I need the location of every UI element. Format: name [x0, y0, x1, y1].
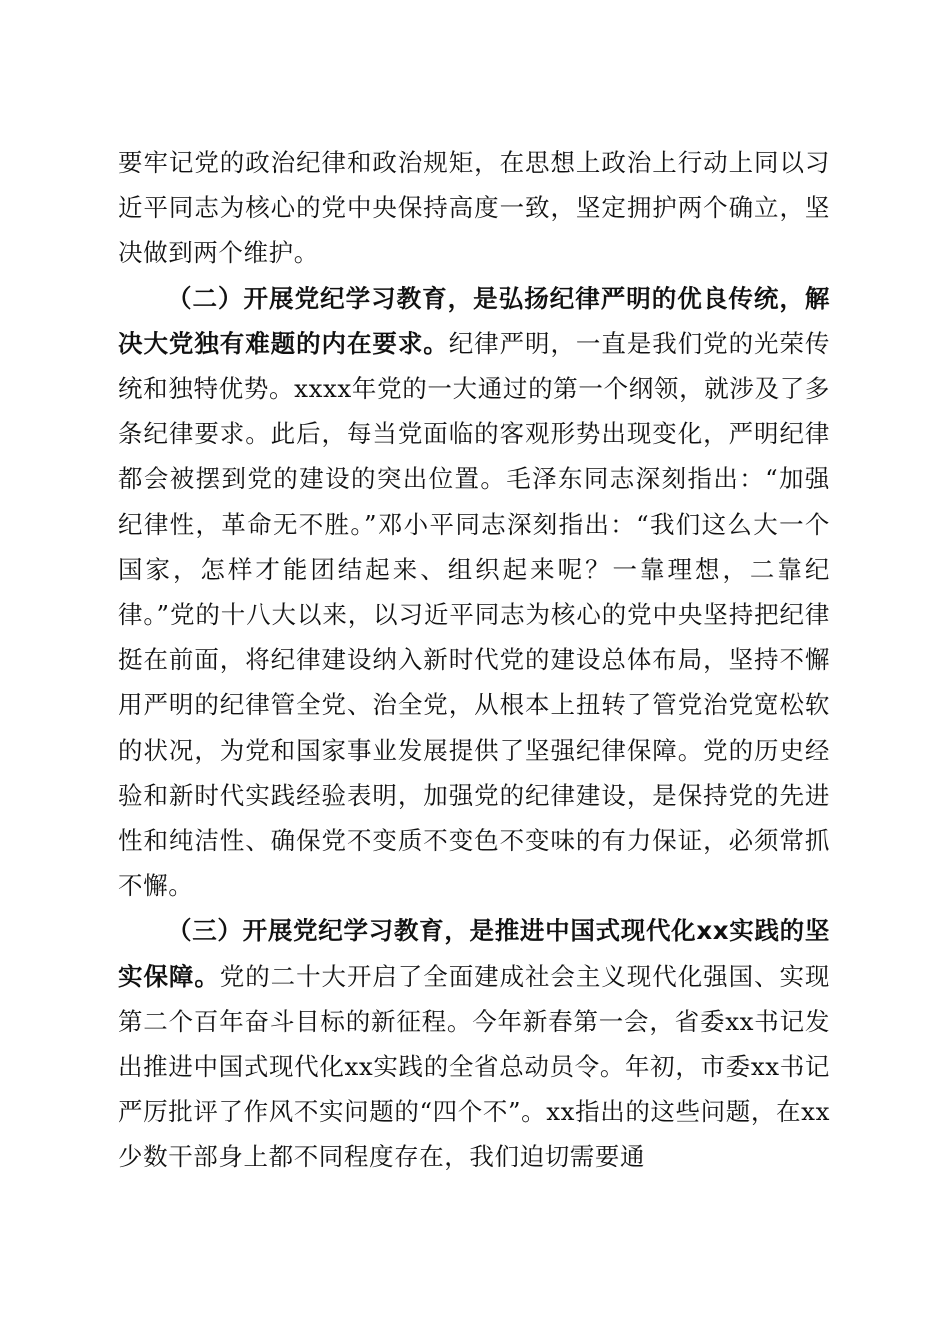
paragraph-3	[118, 908, 830, 1179]
paragraph-3-heading: （三）开展党纪学习教育，是推进中国式现代化xx实践的坚实保障。	[118, 916, 830, 991]
paragraph-1	[118, 140, 830, 276]
paragraph-2	[118, 276, 830, 909]
paragraph-2-text: 纪律严明，一直是我们党的光荣传统和独特优势。xxxx年党的一大通过的第一个纲领，就涉及了多条纪律要求。此后，每当党面临的客观形势出现变化，严明纪律都会被摆到党的建设的突出位置。毛泽东同志深刻指出：“加强纪律性，革命无不胜。”邓小平同志深刻指出：“我们这么大一个国家，怎样才能团结起来、组织起来呢？一靠理想，二靠纪律。”党的十八大以来，以习近平同志为核心的党中央坚持把纪律挺在前面，将纪律建设纳入新时代党的建设总体布局，坚持不懈用严明的纪律管全党、治全党，从根本上扭转了管党治党宽松软的状况，为党和国家事业发展提供了坚强纪律保障。党的历史经验和新时代实践经验表明，加强党的纪律建设，是保持党的先进性和纯洁性、确保党不变质不变色不变味的有力保证，必须常抓不懈。	[118, 328, 830, 901]
paragraph-3-text: 党的二十大开启了全面建成社会主义现代化强国、实现第二个百年奋斗目标的新征程。今年新春第一会，省委xx书记发出推进中国式现代化xx实践的全省总动员令。年初，市委xx书记严厉批评了作风不实问题的“四个不”。xx指出的这些问题，在xx少数干部身上都不同程度存在，我们迫切需要通	[118, 961, 830, 1172]
document-body	[118, 140, 830, 1180]
paragraph-2-heading: （二）开展党纪学习教育，是弘扬纪律严明的优良传统，解决大党独有难题的内在要求。	[118, 283, 830, 358]
paragraph-1-text: 要牢记党的政治纪律和政治规矩，在思想上政治上行动上同以习近平同志为核心的党中央保持高度一致，坚定拥护两个确立，坚决做到两个维护。	[118, 148, 830, 268]
